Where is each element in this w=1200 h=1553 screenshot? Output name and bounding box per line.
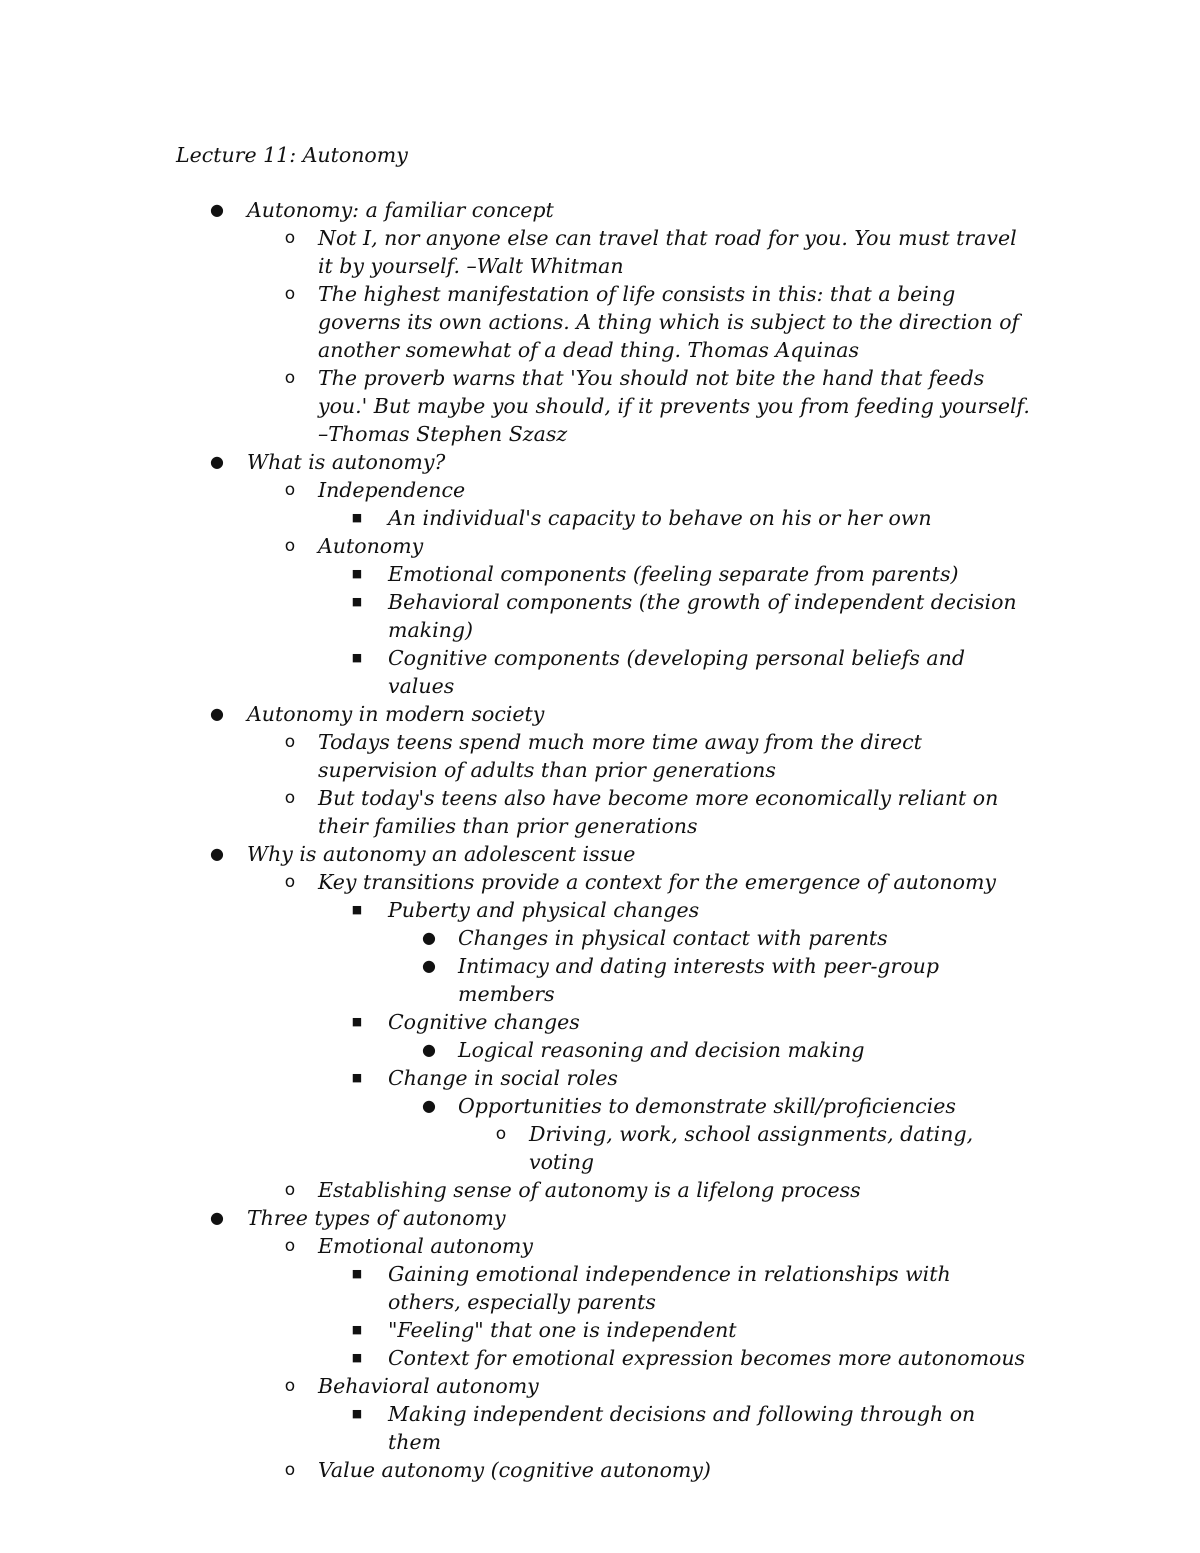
outline-item-text: But today's teens also have become more economically reliant on their families than prior generations (318, 786, 999, 838)
outline-item-text: Behavioral autonomy (318, 1374, 539, 1398)
bullet-marker-icon: o (284, 480, 296, 500)
bullet-marker-icon: o (284, 228, 296, 248)
bullet-marker-icon: ■ (351, 511, 363, 524)
outline-item (0, 1400, 1028, 1456)
outline-item-text: Cognitive changes (388, 1010, 580, 1034)
bullet-marker-icon: o (284, 872, 296, 892)
outline-item (0, 1176, 1030, 1204)
outline-item-text: Logical reasoning and decision making (458, 1038, 865, 1062)
outline-item-text: Why is autonomy an adolescent issue (247, 842, 636, 866)
outline-item (0, 364, 1030, 448)
outline-item (0, 784, 1030, 840)
bullet-marker-icon: ● (422, 956, 436, 975)
bullet-marker-icon: ● (210, 844, 224, 863)
outline-item (0, 896, 1028, 924)
outline-item-text: Puberty and physical changes (388, 898, 700, 922)
bullet-marker-icon: ■ (351, 1267, 363, 1280)
outline-item (0, 448, 1027, 476)
outline-item (0, 1260, 1028, 1316)
outline-item (0, 560, 1028, 588)
outline-item-text: Emotional autonomy (318, 1234, 533, 1258)
outline-item-text: Autonomy (318, 534, 424, 558)
bullet-marker-icon: o (284, 536, 296, 556)
bullet-marker-icon: o (284, 284, 296, 304)
outline-item-text: What is autonomy? (247, 450, 446, 474)
bullet-marker-icon: ■ (351, 1323, 363, 1336)
outline-item (0, 1316, 1028, 1344)
lecture-title: Lecture 11: Autonomy (176, 143, 408, 167)
outline-item-text: Behavioral components (the growth of independent decision making) (388, 590, 1017, 642)
outline-item (0, 588, 1028, 644)
outline-item (0, 1036, 1028, 1064)
outline-item-text: Cognitive components (developing personal beliefs and values (388, 646, 965, 698)
outline-item-text: "Feeling" that one is independent (388, 1318, 737, 1342)
outline-item (0, 1204, 1027, 1232)
outline-item-text: Changes in physical contact with parents (458, 926, 888, 950)
bullet-marker-icon: o (495, 1124, 507, 1144)
bullet-marker-icon: ■ (351, 1015, 363, 1028)
outline-item-text: Making independent decisions and following through on them (388, 1402, 976, 1454)
outline-item (0, 504, 1028, 532)
outline-item-text: Value autonomy (cognitive autonomy) (318, 1458, 711, 1482)
outline-item-text: Key transitions provide a context for the emergence of autonomy (318, 870, 996, 894)
bullet-marker-icon: o (284, 1460, 296, 1480)
bullet-marker-icon: ● (210, 452, 224, 471)
outline-item (0, 868, 1030, 896)
outline-item-text: Opportunities to demonstrate skill/proficiencies (458, 1094, 956, 1118)
outline-item-text: The highest manifestation of life consists in this: that a being governs its own actions. A thing which is subject to the direction of another somewhat of a dead thing. Thomas Aquinas (318, 282, 1020, 362)
outline-item-text: The proverb warns that 'You should not bite the hand that feeds you.' But maybe you should, if it prevents you from feeding yourself. –Thomas Stephen Szasz (318, 366, 1030, 446)
outline-item-text: Gaining emotional independence in relationships with others, especially parents (388, 1262, 951, 1314)
outline-item-text: Todays teens spend much more time away from the direct supervision of adults than prior generations (318, 730, 922, 782)
bullet-marker-icon: ■ (351, 1071, 363, 1084)
outline-item (0, 840, 1027, 868)
outline-item (0, 1372, 1030, 1400)
bullet-marker-icon: ■ (351, 1407, 363, 1420)
outline-item-text: Intimacy and dating interests with peer-group members (458, 954, 939, 1006)
outline-item (0, 196, 1027, 224)
outline-item (0, 728, 1030, 784)
outline-list (0, 196, 1200, 1484)
outline-item (0, 1064, 1028, 1092)
outline-item-text: Autonomy in modern society (247, 702, 545, 726)
bullet-marker-icon: ● (422, 1040, 436, 1059)
outline-item-text: Change in social roles (388, 1066, 618, 1090)
outline-item-text: Context for emotional expression becomes more autonomous (388, 1346, 1026, 1370)
outline-item (0, 1344, 1028, 1372)
outline-item-text: Autonomy: a familiar concept (247, 198, 554, 222)
outline-item (0, 532, 1030, 560)
bullet-marker-icon: o (284, 368, 296, 388)
outline-item-text: Three types of autonomy (247, 1206, 506, 1230)
outline-item-text: Driving, work, school assignments, dating, voting (529, 1122, 974, 1174)
bullet-marker-icon: ■ (351, 595, 363, 608)
bullet-marker-icon: ■ (351, 1351, 363, 1364)
bullet-marker-icon: ■ (351, 651, 363, 664)
outline-item (0, 924, 1028, 952)
bullet-marker-icon: ● (422, 928, 436, 947)
outline-item-text: Not I, nor anyone else can travel that road for you. You must travel it by yourself. –Walt Whitman (318, 226, 1017, 278)
bullet-marker-icon: o (284, 1236, 296, 1256)
outline-item-text: Emotional components (feeling separate from parents) (388, 562, 959, 586)
bullet-marker-icon: ● (210, 704, 224, 723)
bullet-marker-icon: o (284, 1376, 296, 1396)
outline-item (0, 952, 1028, 1008)
outline-item (0, 1008, 1028, 1036)
outline-item-text: Independence (318, 478, 466, 502)
bullet-marker-icon: ■ (351, 567, 363, 580)
outline-item (0, 280, 1030, 364)
outline-item (0, 1092, 1028, 1120)
bullet-marker-icon: ● (210, 1208, 224, 1227)
outline-item (0, 476, 1030, 504)
outline-item (0, 1120, 1029, 1176)
outline-item-text: Establishing sense of autonomy is a lifelong process (318, 1178, 861, 1202)
outline-item (0, 1232, 1030, 1260)
bullet-marker-icon: ● (422, 1096, 436, 1115)
bullet-marker-icon: o (284, 1180, 296, 1200)
outline-item-text: An individual's capacity to behave on his or her own (388, 506, 932, 530)
bullet-marker-icon: ■ (351, 903, 363, 916)
outline-item (0, 224, 1030, 280)
outline-item (0, 700, 1027, 728)
bullet-marker-icon: ● (210, 200, 224, 219)
bullet-marker-icon: o (284, 788, 296, 808)
outline-item (0, 1456, 1030, 1484)
outline-item (0, 644, 1028, 700)
bullet-marker-icon: o (284, 732, 296, 752)
